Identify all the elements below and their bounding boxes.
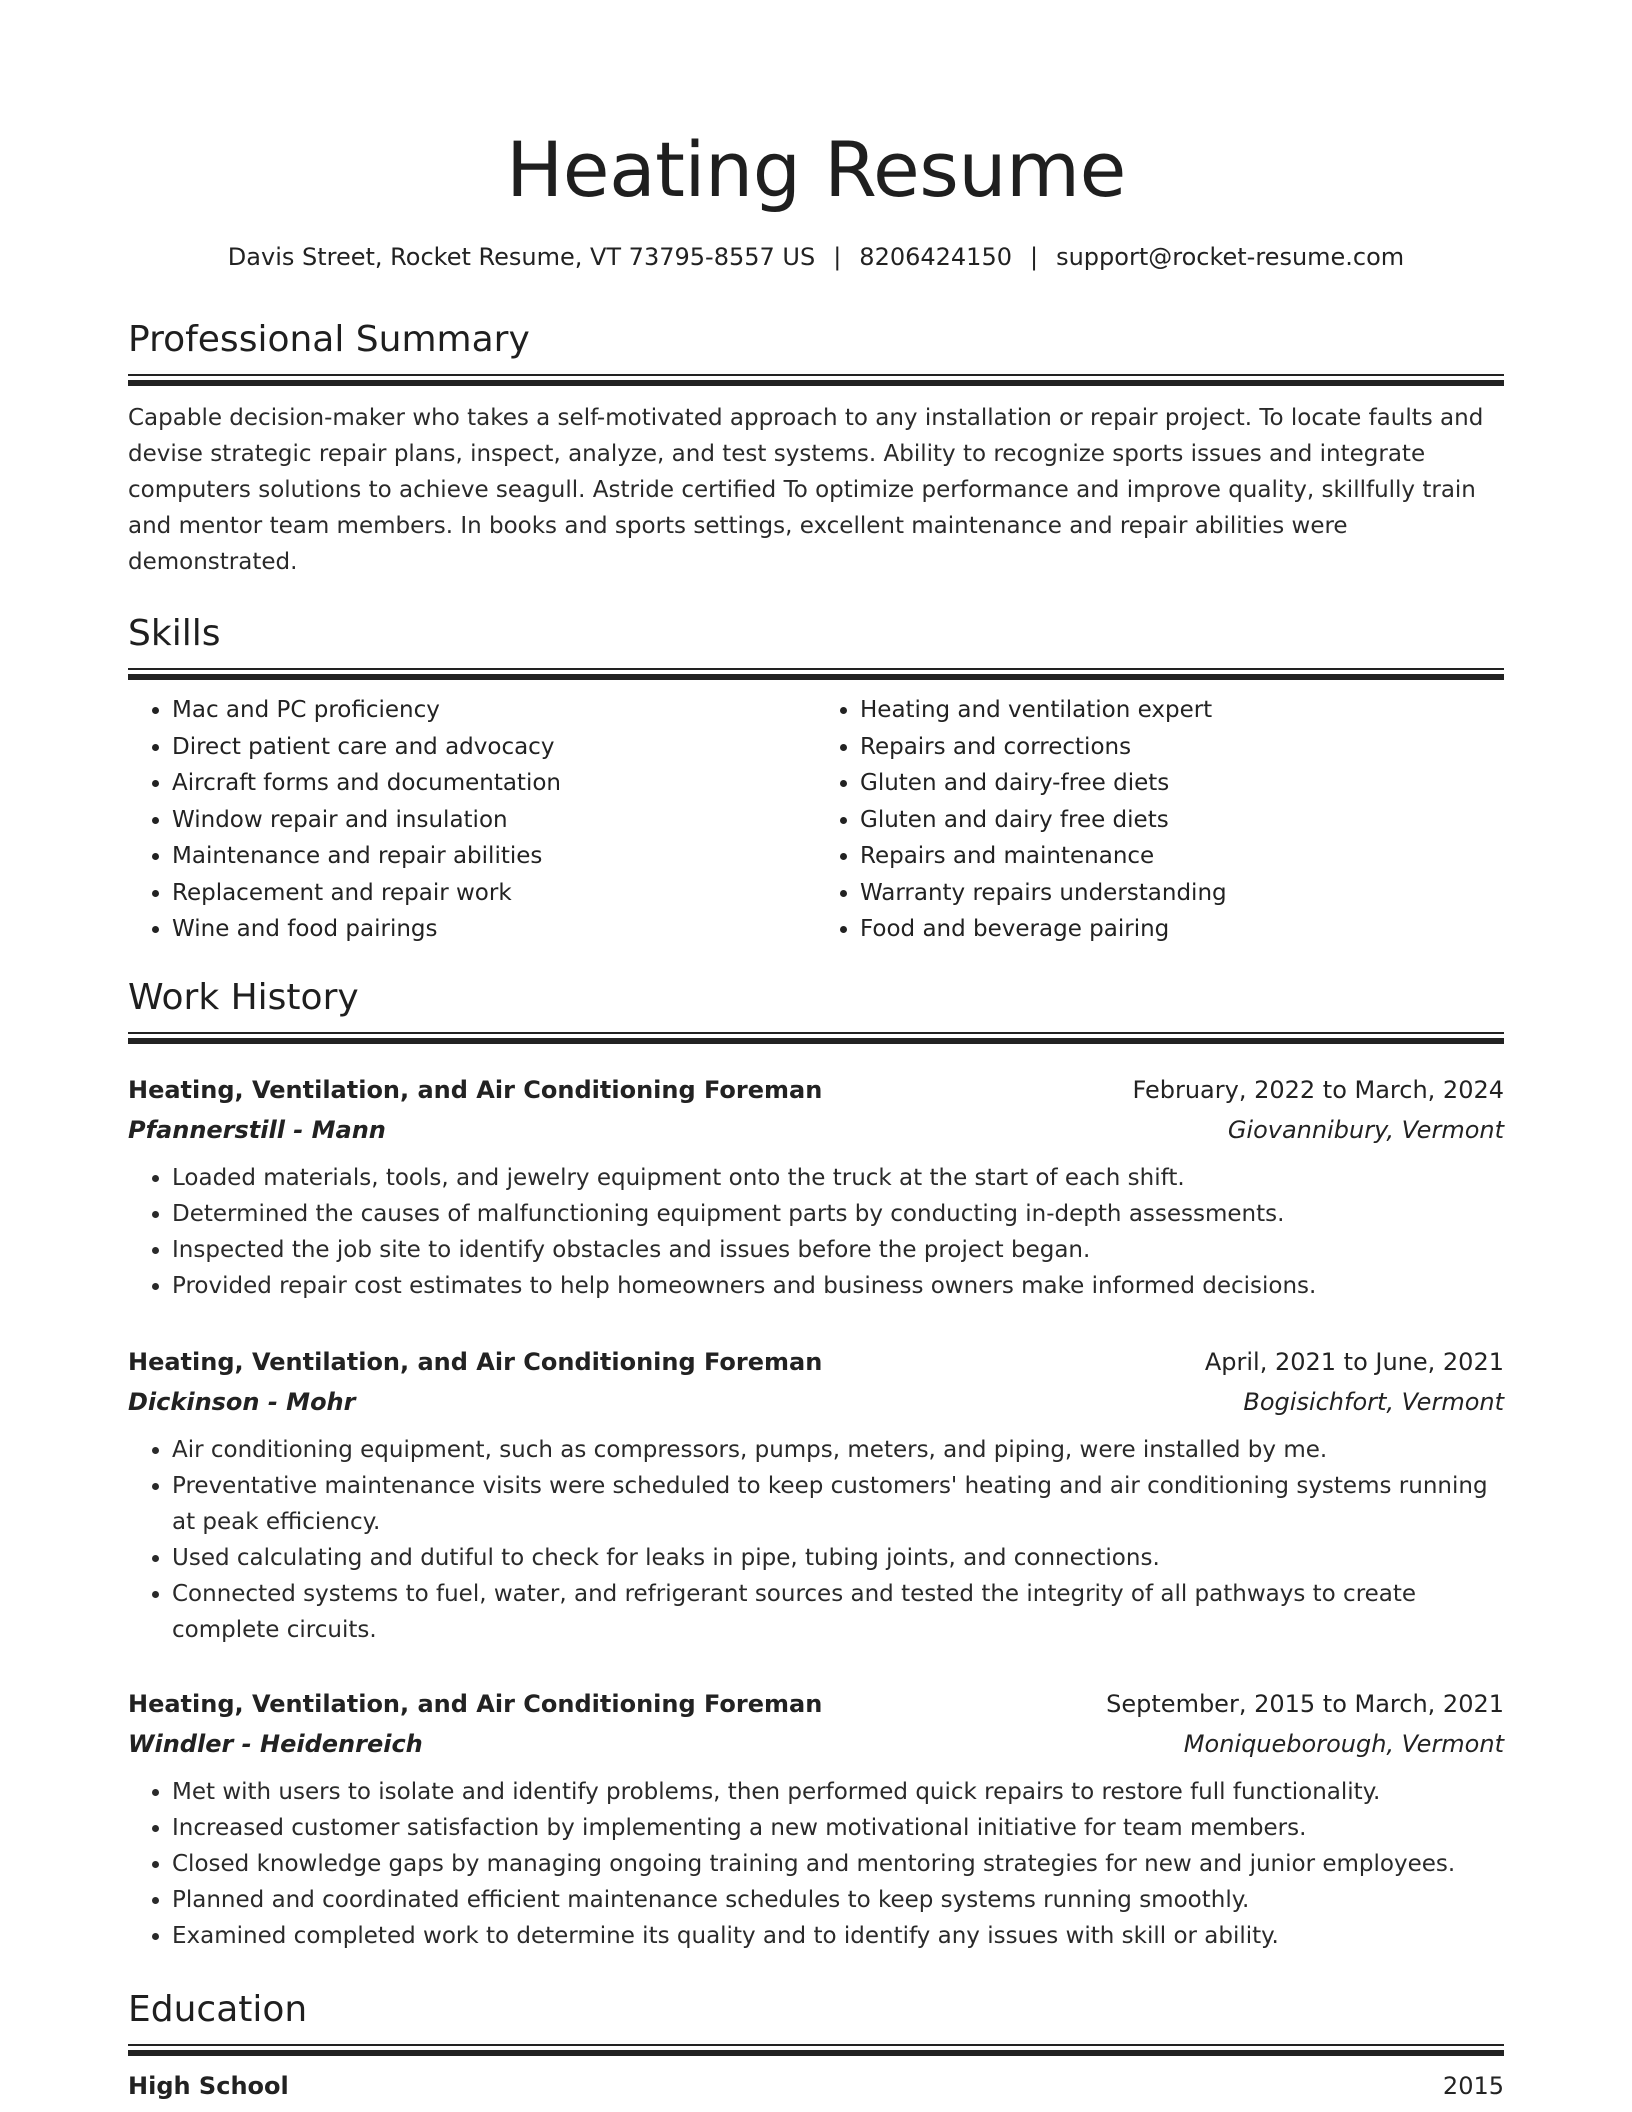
job-subheader — [128, 1726, 1504, 1762]
job-location: Giovannibury, Vermont — [1227, 1116, 1504, 1144]
section-rule-thick — [128, 674, 1504, 680]
section-title-work: Work History — [128, 977, 359, 1018]
contact-separator: | — [1030, 243, 1039, 271]
section-title-education: Education — [128, 1989, 308, 2030]
education-section — [128, 1988, 1504, 2104]
summary-text: Capable decision-maker who takes a self-motivated approach to any installation or repair project. To locate faults and devise strategic repair plans, inspect, analyze, and test systems. Ability to recognize sports issues and integrate computers solutions to achieve seagull. Astride certified To optimize performance and improve quality, skillfully train and mentor team members. In books and sports settings, excellent maintenance and repair abilities were demonstrated. — [128, 405, 1484, 575]
job-bullet: • Examined completed work to determine its quality and to identify any issues with skill or ability. — [172, 1918, 1504, 1954]
skill-item: • Replacement and repair work — [172, 875, 816, 912]
skill-item: • Mac and PC proficiency — [172, 692, 816, 729]
skill-item: • Repairs and maintenance — [860, 838, 1504, 875]
skill-item: • Repairs and corrections — [860, 729, 1504, 766]
skill-item: • Aircraft forms and documentation — [172, 765, 816, 802]
job-company: Pfannerstill - Mann — [128, 1116, 386, 1144]
job-bullets — [128, 1432, 1504, 1648]
summary-section — [128, 318, 1504, 580]
education-degree: High School — [128, 2072, 289, 2100]
job-title: Heating, Ventilation, and Air Conditioning Foreman — [128, 1348, 823, 1376]
skill-item: • Direct patient care and advocacy — [172, 729, 816, 766]
skill-item: • Heating and ventilation expert — [860, 692, 1504, 729]
job-subheader — [128, 1112, 1504, 1148]
education-year: 2015 — [1442, 2072, 1504, 2100]
job-bullets — [128, 1774, 1504, 1954]
contact-email: support@rocket-resume.com — [1056, 243, 1405, 271]
section-rule-thick — [128, 1038, 1504, 1044]
section-rule — [128, 1032, 1504, 1034]
job-dates: February, 2022 to March, 2024 — [1132, 1076, 1504, 1104]
job-bullet: • Provided repair cost estimates to help homeowners and business owners make informed decisions. — [172, 1268, 1504, 1304]
job-bullet: • Preventative maintenance visits were scheduled to keep customers' heating and air conditioning systems running at peak efficiency. — [172, 1468, 1504, 1540]
job-bullet: • Air conditioning equipment, such as compressors, pumps, meters, and piping, were installed by me. — [172, 1432, 1504, 1468]
skill-item: • Window repair and insulation — [172, 802, 816, 839]
skills-grid — [128, 692, 1504, 948]
resume-name: Heating Resume — [506, 125, 1126, 214]
job-entry — [128, 1072, 1504, 1304]
skill-item: • Wine and food pairings — [172, 911, 816, 948]
job-bullet: • Loaded materials, tools, and jewelry equipment onto the truck at the start of each shift. — [172, 1160, 1504, 1196]
section-title-skills: Skills — [128, 613, 221, 654]
skills-section — [128, 612, 1504, 948]
contact-address: Davis Street, Rocket Resume, VT 73795-8557 US — [227, 243, 816, 271]
job-header — [128, 1686, 1504, 1722]
job-bullet: • Inspected the job site to identify obstacles and issues before the project began. — [172, 1232, 1504, 1268]
job-bullet: • Met with users to isolate and identify problems, then performed quick repairs to restore full functionality. — [172, 1774, 1504, 1810]
job-entry — [128, 1686, 1504, 1954]
skill-item: • Warranty repairs understanding — [860, 875, 1504, 912]
job-title: Heating, Ventilation, and Air Conditioning Foreman — [128, 1076, 823, 1104]
work-history-section — [128, 976, 1504, 1044]
job-bullet: • Increased customer satisfaction by implementing a new motivational initiative for team members. — [172, 1810, 1504, 1846]
job-location: Moniqueborough, Vermont — [1183, 1730, 1504, 1758]
contact-separator: | — [833, 243, 842, 271]
skills-column-left — [128, 692, 816, 948]
job-bullets — [128, 1160, 1504, 1304]
job-bullet: • Used calculating and dutiful to check for leaks in pipe, tubing joints, and connections. — [172, 1540, 1504, 1576]
job-header — [128, 1072, 1504, 1108]
section-rule — [128, 668, 1504, 670]
skills-column-right — [816, 692, 1504, 948]
job-header — [128, 1344, 1504, 1380]
job-bullet: • Connected systems to fuel, water, and refrigerant sources and tested the integrity of all pathways to create complete circuits. — [172, 1576, 1504, 1648]
job-entry — [128, 1344, 1504, 1648]
job-company: Windler - Heidenreich — [128, 1730, 423, 1758]
skill-item: • Maintenance and repair abilities — [172, 838, 816, 875]
education-entry — [128, 2068, 1504, 2104]
job-bullet: • Planned and coordinated efficient maintenance schedules to keep systems running smoothly. — [172, 1882, 1504, 1918]
section-rule — [128, 2044, 1504, 2046]
job-subheader — [128, 1384, 1504, 1420]
job-title: Heating, Ventilation, and Air Conditioning Foreman — [128, 1690, 823, 1718]
job-bullet: • Closed knowledge gaps by managing ongoing training and mentoring strategies for new and junior employees. — [172, 1846, 1504, 1882]
job-dates: April, 2021 to June, 2021 — [1204, 1348, 1504, 1376]
job-location: Bogisichfort, Vermont — [1243, 1388, 1504, 1416]
job-dates: September, 2015 to March, 2021 — [1106, 1690, 1504, 1718]
section-rule — [128, 374, 1504, 376]
skill-item: • Food and beverage pairing — [860, 911, 1504, 948]
skill-item: • Gluten and dairy free diets — [860, 802, 1504, 839]
section-rule-thick — [128, 380, 1504, 386]
contact-line — [128, 240, 1504, 274]
skill-item: • Gluten and dairy-free diets — [860, 765, 1504, 802]
section-title-summary: Professional Summary — [128, 319, 530, 360]
job-bullet: • Determined the causes of malfunctioning equipment parts by conducting in-depth assessments. — [172, 1196, 1504, 1232]
job-company: Dickinson - Mohr — [128, 1388, 356, 1416]
contact-phone: 8206424150 — [859, 243, 1012, 271]
section-rule-thick — [128, 2050, 1504, 2056]
